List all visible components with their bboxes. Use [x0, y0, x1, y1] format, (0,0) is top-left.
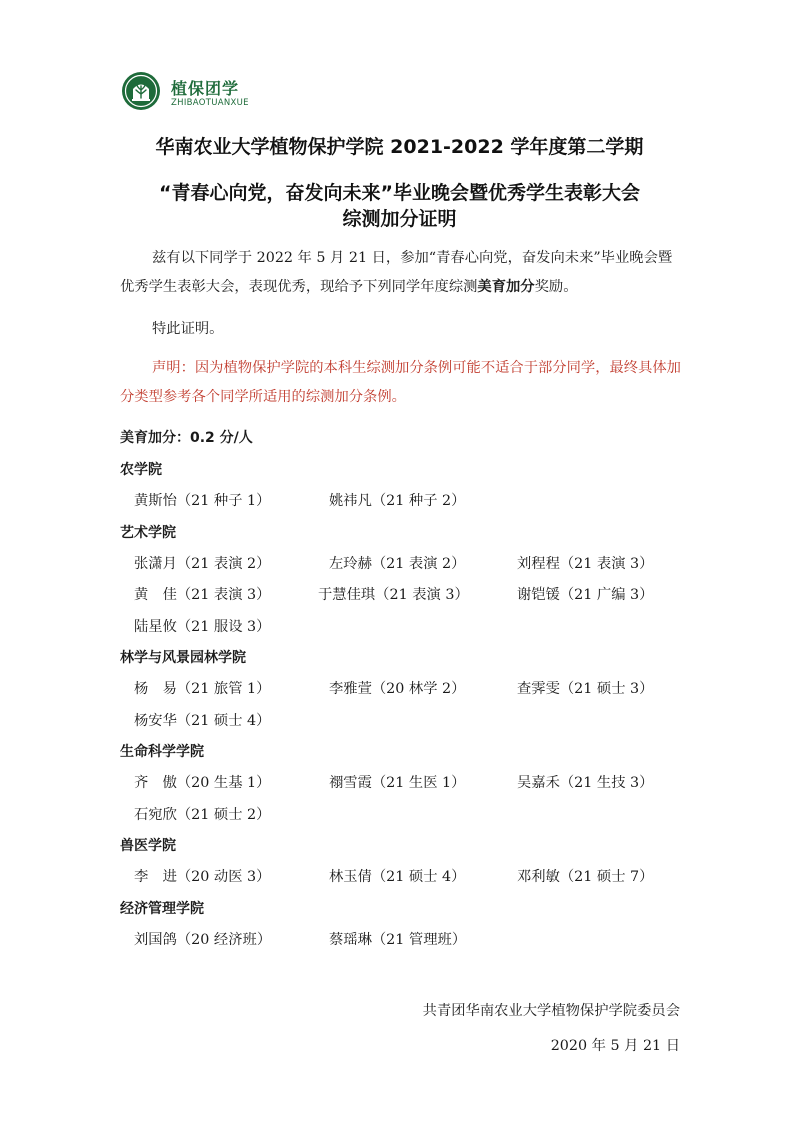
- award-line: 美育加分：0.2 分/人: [120, 430, 253, 446]
- student-entry: 林玉倩（21 硕士 4）: [329, 869, 466, 885]
- intro-paragraph: [120, 244, 686, 302]
- student-entry: 禤雪霞（21 生医 1）: [329, 775, 466, 791]
- logo: [121, 71, 291, 113]
- college-heading: 艺术学院: [120, 525, 176, 541]
- student-entry: 李雅萱（20 林学 2）: [329, 681, 466, 697]
- issue-date: 2020 年 5 月 21 日: [550, 1038, 680, 1054]
- college-heading: 农学院: [120, 462, 162, 478]
- document-title-line2: “青春心向党，奋发向未来”毕业晚会暨优秀学生表彰大会: [159, 182, 640, 204]
- document-title-line1: 华南农业大学植物保护学院 2021-2022 学年度第二学期: [155, 136, 644, 158]
- issuer-signature: 共青团华南农业大学植物保护学院委员会: [422, 1003, 680, 1019]
- student-entry: 姚祎凡（21 种子 2）: [329, 493, 466, 509]
- college-heading: 林学与风景园林学院: [120, 650, 246, 666]
- logo-name-en: ZHIBAOTUANXUE: [171, 98, 249, 108]
- student-entry: 齐 傲（20 生基 1）: [134, 775, 271, 791]
- intro-highlight: 美育加分: [477, 279, 535, 295]
- student-entry: 黄斯怡（21 种子 1）: [134, 493, 271, 509]
- student-entry: 杨安华（21 硕士 4）: [134, 713, 271, 729]
- plant-emblem-icon: [121, 71, 161, 111]
- student-entry: 谢铠锾（21 广编 3）: [517, 587, 654, 603]
- student-entry: 杨 易（21 旅管 1）: [134, 681, 271, 697]
- document-title-line3: 综测加分证明: [342, 208, 457, 230]
- college-heading: 兽医学院: [120, 838, 176, 854]
- logo-name-cn: 植保团学: [171, 79, 240, 98]
- college-heading: 生命科学学院: [120, 744, 204, 760]
- student-entry: 邓利敏（21 硕士 7）: [517, 869, 654, 885]
- student-entry: 石宛欣（21 硕士 2）: [134, 807, 271, 823]
- student-entry: 蔡瑶琳（21 管理班）: [329, 932, 467, 948]
- certify-paragraph: 特此证明。: [152, 321, 224, 337]
- college-heading: 经济管理学院: [120, 901, 204, 917]
- student-entry: 于慧佳琪（21 表演 3）: [318, 587, 469, 603]
- student-entry: 陆星攸（21 服设 3）: [134, 619, 271, 635]
- student-entry: 吴嘉禾（21 生技 3）: [517, 775, 654, 791]
- student-entry: 张潇月（21 表演 2）: [134, 556, 271, 572]
- notice-paragraph: 声明：因为植物保护学院的本科生综测加分条例可能不适合于部分同学，最终具体加分类型参考各个同学所适用的综测加分条例。: [120, 360, 681, 405]
- student-entry: 黄 佳（21 表演 3）: [134, 587, 271, 603]
- student-entry: 刘国鸽（20 经济班）: [134, 932, 272, 948]
- student-entry: 查霁雯（21 硕士 3）: [517, 681, 654, 697]
- student-entry: 左玲赫（21 表演 2）: [329, 556, 466, 572]
- intro-text: 兹有以下同学于 2022 年 5 月 21 日，参加“青春心向党，奋发向未来”毕业晚会暨优秀学生表彰大会，表现优秀，现给予下列同学年度综测: [120, 250, 673, 295]
- student-entry: 李 进（20 动医 3）: [134, 869, 271, 885]
- student-entry: 刘程程（21 表演 3）: [517, 556, 654, 572]
- intro-text-end: 奖励。: [534, 279, 578, 295]
